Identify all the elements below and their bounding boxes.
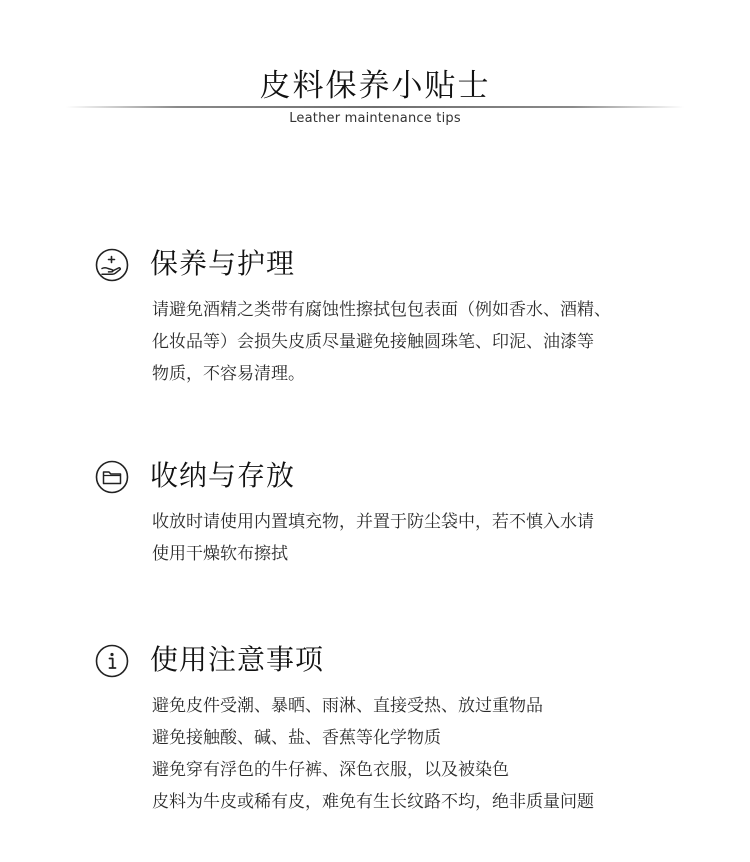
section-title: 保养与护理 — [150, 247, 296, 280]
title-divider — [66, 106, 684, 108]
body-line: 收放时请使用内置填充物，并置于防尘袋中，若不慎入水请 — [152, 512, 594, 532]
body-line: 使用干燥软布擦拭 — [152, 544, 288, 564]
info-icon — [95, 644, 129, 678]
section-title: 使用注意事项 — [150, 643, 325, 676]
body-line: 避免皮件受潮、暴晒、雨淋、直接受热、放过重物品 — [152, 696, 543, 716]
body-line: 避免穿有浮色的牛仔裤、深色衣服，以及被染色 — [152, 760, 509, 780]
body-line: 化妆品等）会损失皮质尽量避免接触圆珠笔、印泥、油漆等 — [152, 332, 594, 352]
folder-icon — [95, 460, 129, 494]
section-header — [0, 244, 750, 284]
section-body — [152, 690, 692, 818]
body-line: 皮料为牛皮或稀有皮，难免有生长纹路不均，绝非质量问题 — [152, 792, 594, 812]
section-title: 收纳与存放 — [150, 459, 296, 492]
section-body — [152, 506, 692, 570]
page-subtitle: Leather maintenance tips — [289, 111, 461, 126]
page-title: 皮料保养小贴士 — [259, 68, 491, 104]
section-header — [0, 640, 750, 680]
section-body — [152, 294, 692, 390]
body-line: 避免接触酸、碱、盐、香蕉等化学物质 — [152, 728, 441, 748]
hand-plus-icon — [95, 248, 129, 282]
body-line: 请避免酒精之类带有腐蚀性擦拭包包表面（例如香水、酒精、 — [152, 300, 611, 320]
section-header — [0, 456, 750, 496]
body-line: 物质，不容易清理。 — [152, 364, 305, 384]
